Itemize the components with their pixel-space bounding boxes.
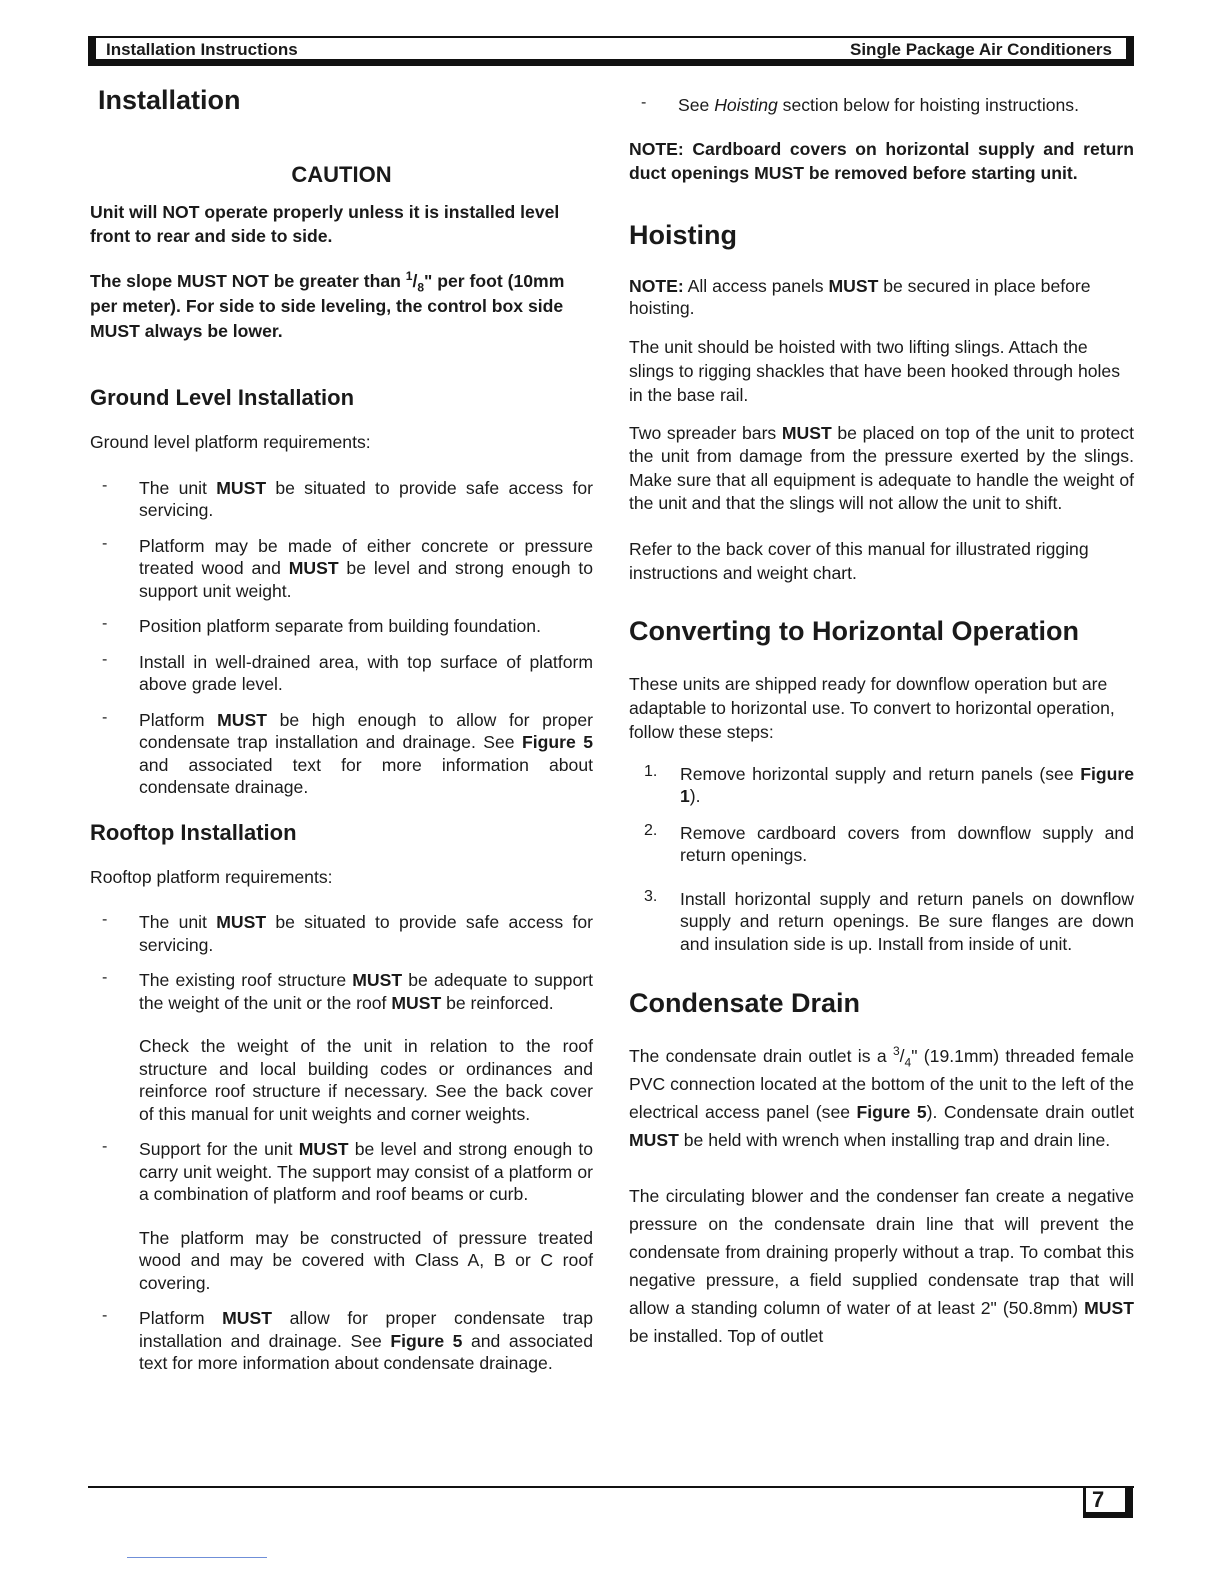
ground-level-intro: Ground level platform requirements: [90, 432, 371, 452]
text: be adequate to support the weight of the unit or the roof [139, 970, 593, 1013]
text: Platform [139, 709, 218, 730]
text: be reinforced. [441, 992, 554, 1013]
emphasis: MUST [1084, 1298, 1134, 1318]
list-item-text: Remove cardboard covers from downflow supply and return openings. [680, 822, 1134, 865]
dash-bullet: - [102, 1307, 108, 1324]
figure-reference: Figure 1 [680, 763, 1134, 806]
list-item-text [139, 911, 593, 956]
dash-bullet: - [102, 708, 108, 726]
step-number: 3. [644, 887, 658, 905]
dash-bullet: - [102, 615, 108, 632]
header-right-title: Single Package Air Conditioners [850, 40, 1112, 59]
rooftop-list [90, 911, 593, 1375]
caution-p2-text-a: The slope MUST NOT be greater than [90, 271, 406, 291]
note-label: NOTE: [629, 275, 684, 296]
text: ). [689, 786, 701, 806]
text: Platform [139, 1308, 223, 1328]
page-header [88, 36, 1134, 66]
figure-reference: Figure 5 [856, 1102, 927, 1122]
list-item [90, 1307, 593, 1375]
text: be placed on top of the unit to protect the unit from damage from the pressure exerted by the slings. Make sure that all equipment is adequate to handle the weight of the unit and that the slings will not allow the unit to shift. [629, 422, 1134, 513]
emphasis: MUST [828, 275, 879, 296]
list-item [629, 888, 1134, 956]
list-item-text [139, 709, 593, 799]
dash-bullet: - [102, 650, 108, 668]
dash-bullet: - [102, 911, 108, 928]
text: The unit [139, 477, 217, 498]
text: be secured in place before hoisting. [629, 275, 1091, 318]
page-number: 7 [1092, 1487, 1105, 1512]
emphasis: MUST [352, 970, 403, 990]
list-item-text [139, 535, 593, 603]
list-item [90, 615, 593, 638]
list-item-text: Install horizontal supply and return panels on downflow supply and return openings. Be sure flanges are down and insulation side is up. Install from inside of unit. [680, 888, 1134, 954]
list-item [629, 763, 1134, 808]
dash-bullet: - [102, 476, 108, 494]
text: Remove horizontal supply and return panels (see [680, 763, 1081, 784]
text: allow for proper condensate trap installation and drainage. See [139, 1308, 593, 1351]
text: be installed. Top of outlet [629, 1326, 824, 1346]
list-item [90, 911, 593, 956]
text: The existing roof structure [139, 970, 353, 990]
caution-p2-text-b: " per foot (10mm per meter). For side to side leveling, the control box side MUST always be lower. [90, 271, 565, 341]
emphasis: MUST [298, 1139, 349, 1159]
figure-reference: Figure 5 [390, 1330, 463, 1351]
step-number: 1. [644, 762, 658, 780]
text: Platform may be made of either concrete or pressure treated wood and [139, 535, 593, 578]
text: section below for hoisting instructions. [777, 95, 1079, 115]
text: and associated text for more information about condensate drainage. [139, 1330, 593, 1373]
text: See [678, 95, 715, 115]
dash-bullet: - [102, 534, 108, 552]
footer-rule [88, 1486, 1134, 1488]
list-item-text [678, 94, 1134, 117]
emphasis: MUST [629, 1130, 679, 1150]
figure-reference: Figure 5 [522, 732, 594, 752]
emphasis: MUST [781, 422, 832, 443]
emphasis: MUST [288, 558, 339, 578]
fraction-slash: / [412, 271, 418, 291]
condensate-paragraph-2 [629, 1182, 1134, 1350]
list-item-text: Install in well-drained area, with top surface of platform above grade level. [139, 651, 593, 694]
text: be situated to provide safe access for servicing. [139, 912, 594, 955]
step-number: 2. [644, 821, 658, 839]
list-item [90, 1138, 593, 1294]
text: The unit [139, 912, 217, 932]
converting-steps [629, 763, 1134, 956]
converting-intro: These units are shipped ready for downflow operation but are adaptable to horizontal use. To convert to horizontal operation, follow these steps: [629, 673, 1115, 742]
list-item-text: Position platform separate from building foundation. [139, 616, 541, 636]
list-item-paragraph: The platform may be constructed of pressure treated wood and may be covered with Class A, B or C roof covering. [139, 1227, 593, 1293]
converting-title: Converting to Horizontal Operation [629, 615, 1079, 646]
fraction-numerator: 3 [892, 1044, 900, 1059]
text: be level and strong enough to support unit weight. [139, 558, 593, 601]
text: be situated to provide safe access for servicing. [139, 477, 594, 520]
cardboard-note: NOTE: Cardboard covers on horizontal supply and return duct openings MUST be removed before starting unit. [629, 138, 1134, 183]
dash-bullet: - [641, 94, 647, 111]
fraction-denominator: 8 [417, 280, 425, 295]
dash-bullet: - [102, 969, 108, 986]
hoisting-title: Hoisting [629, 219, 737, 250]
emphasis: MUST [391, 992, 442, 1013]
list-item-paragraph: Check the weight of the unit in relation to the roof structure and local building codes or ordinances and reinforce roof structure if necessary. See the back cover of this manual for unit weights and corner weights. [139, 1036, 593, 1124]
list-item [629, 822, 1134, 867]
text: All access panels [683, 275, 829, 296]
rooftop-intro: Rooftop platform requirements: [90, 866, 333, 887]
fraction-slash: / [899, 1046, 905, 1066]
text: be held with wrench when installing trap and drain line. [678, 1130, 1111, 1150]
text: ). Condensate drain outlet [926, 1102, 1134, 1122]
list-item [90, 969, 593, 1125]
caution-paragraph-1: Unit will NOT operate properly unless it is installed level front to rear and side to side. [90, 202, 560, 246]
list-item-text [680, 763, 1134, 808]
hoisting-paragraph-3: Refer to the back cover of this manual for illustrated rigging instructions and weight chart. [629, 538, 1089, 583]
page-number-box [1083, 1488, 1133, 1518]
installation-title: Installation [98, 85, 241, 115]
text: " (19.1mm) threaded female PVC connection located at the bottom of the unit to the left of the electrical access panel (see [629, 1046, 1134, 1122]
list-item [90, 535, 593, 603]
hoisting-paragraph-2 [629, 422, 1134, 516]
emphasis: MUST [216, 477, 267, 498]
dash-bullet: - [102, 1138, 108, 1155]
text: Two spreader bars [629, 422, 782, 443]
emphasis: MUST [217, 709, 267, 730]
text: be high enough to allow for proper condensate trap installation and drainage. See [139, 709, 593, 752]
hoisting-note [629, 275, 1134, 320]
condensate-drain-title: Condensate Drain [629, 988, 861, 1018]
text: and associated text for more information about condensate drainage. [139, 754, 593, 797]
caution-paragraph-2 [90, 269, 593, 344]
list-item-text [139, 1138, 593, 1206]
section-reference: Hoisting [714, 95, 778, 115]
list-item [90, 477, 593, 522]
installation-title-wrap [90, 84, 593, 116]
right-column [629, 84, 1134, 1350]
rooftop-heading: Rooftop Installation [90, 819, 297, 845]
condensate-paragraph-1 [629, 1042, 1134, 1154]
text: be level and strong enough to carry unit weight. The support may consist of a platform or a combination of platform and roof beams or curb. [139, 1139, 594, 1204]
list-item-text [139, 1307, 593, 1375]
emphasis: MUST [222, 1308, 272, 1328]
fraction-denominator: 4 [904, 1055, 912, 1070]
emphasis: MUST [216, 912, 267, 932]
list-item-text [139, 969, 593, 1014]
left-column [90, 84, 593, 1375]
list-item [90, 651, 593, 696]
caution-title: CAUTION [291, 162, 392, 187]
text: The circulating blower and the condenser fan create a negative pressure on the condensate drain line that will prevent the condensate from draining properly without a trap. To combat this negative pressure, a field supplied condensate trap that will allow a standing column of water of at least 2" (50.8mm) [629, 1186, 1134, 1318]
text: Support for the unit [139, 1139, 299, 1159]
ground-level-list [90, 477, 593, 799]
list-item [629, 94, 1134, 117]
list-item-text [139, 477, 593, 522]
decorative-blue-line [127, 1557, 267, 1558]
list-item [90, 709, 593, 799]
text: The condensate drain outlet is a [629, 1046, 893, 1066]
hoisting-paragraph-1: The unit should be hoisted with two lifting slings. Attach the slings to rigging shackles that have been hooked through holes in the base rail. [629, 336, 1121, 405]
fraction-numerator: 1 [405, 269, 413, 284]
header-left-title: Installation Instructions [106, 40, 298, 59]
ground-level-heading: Ground Level Installation [90, 385, 355, 410]
